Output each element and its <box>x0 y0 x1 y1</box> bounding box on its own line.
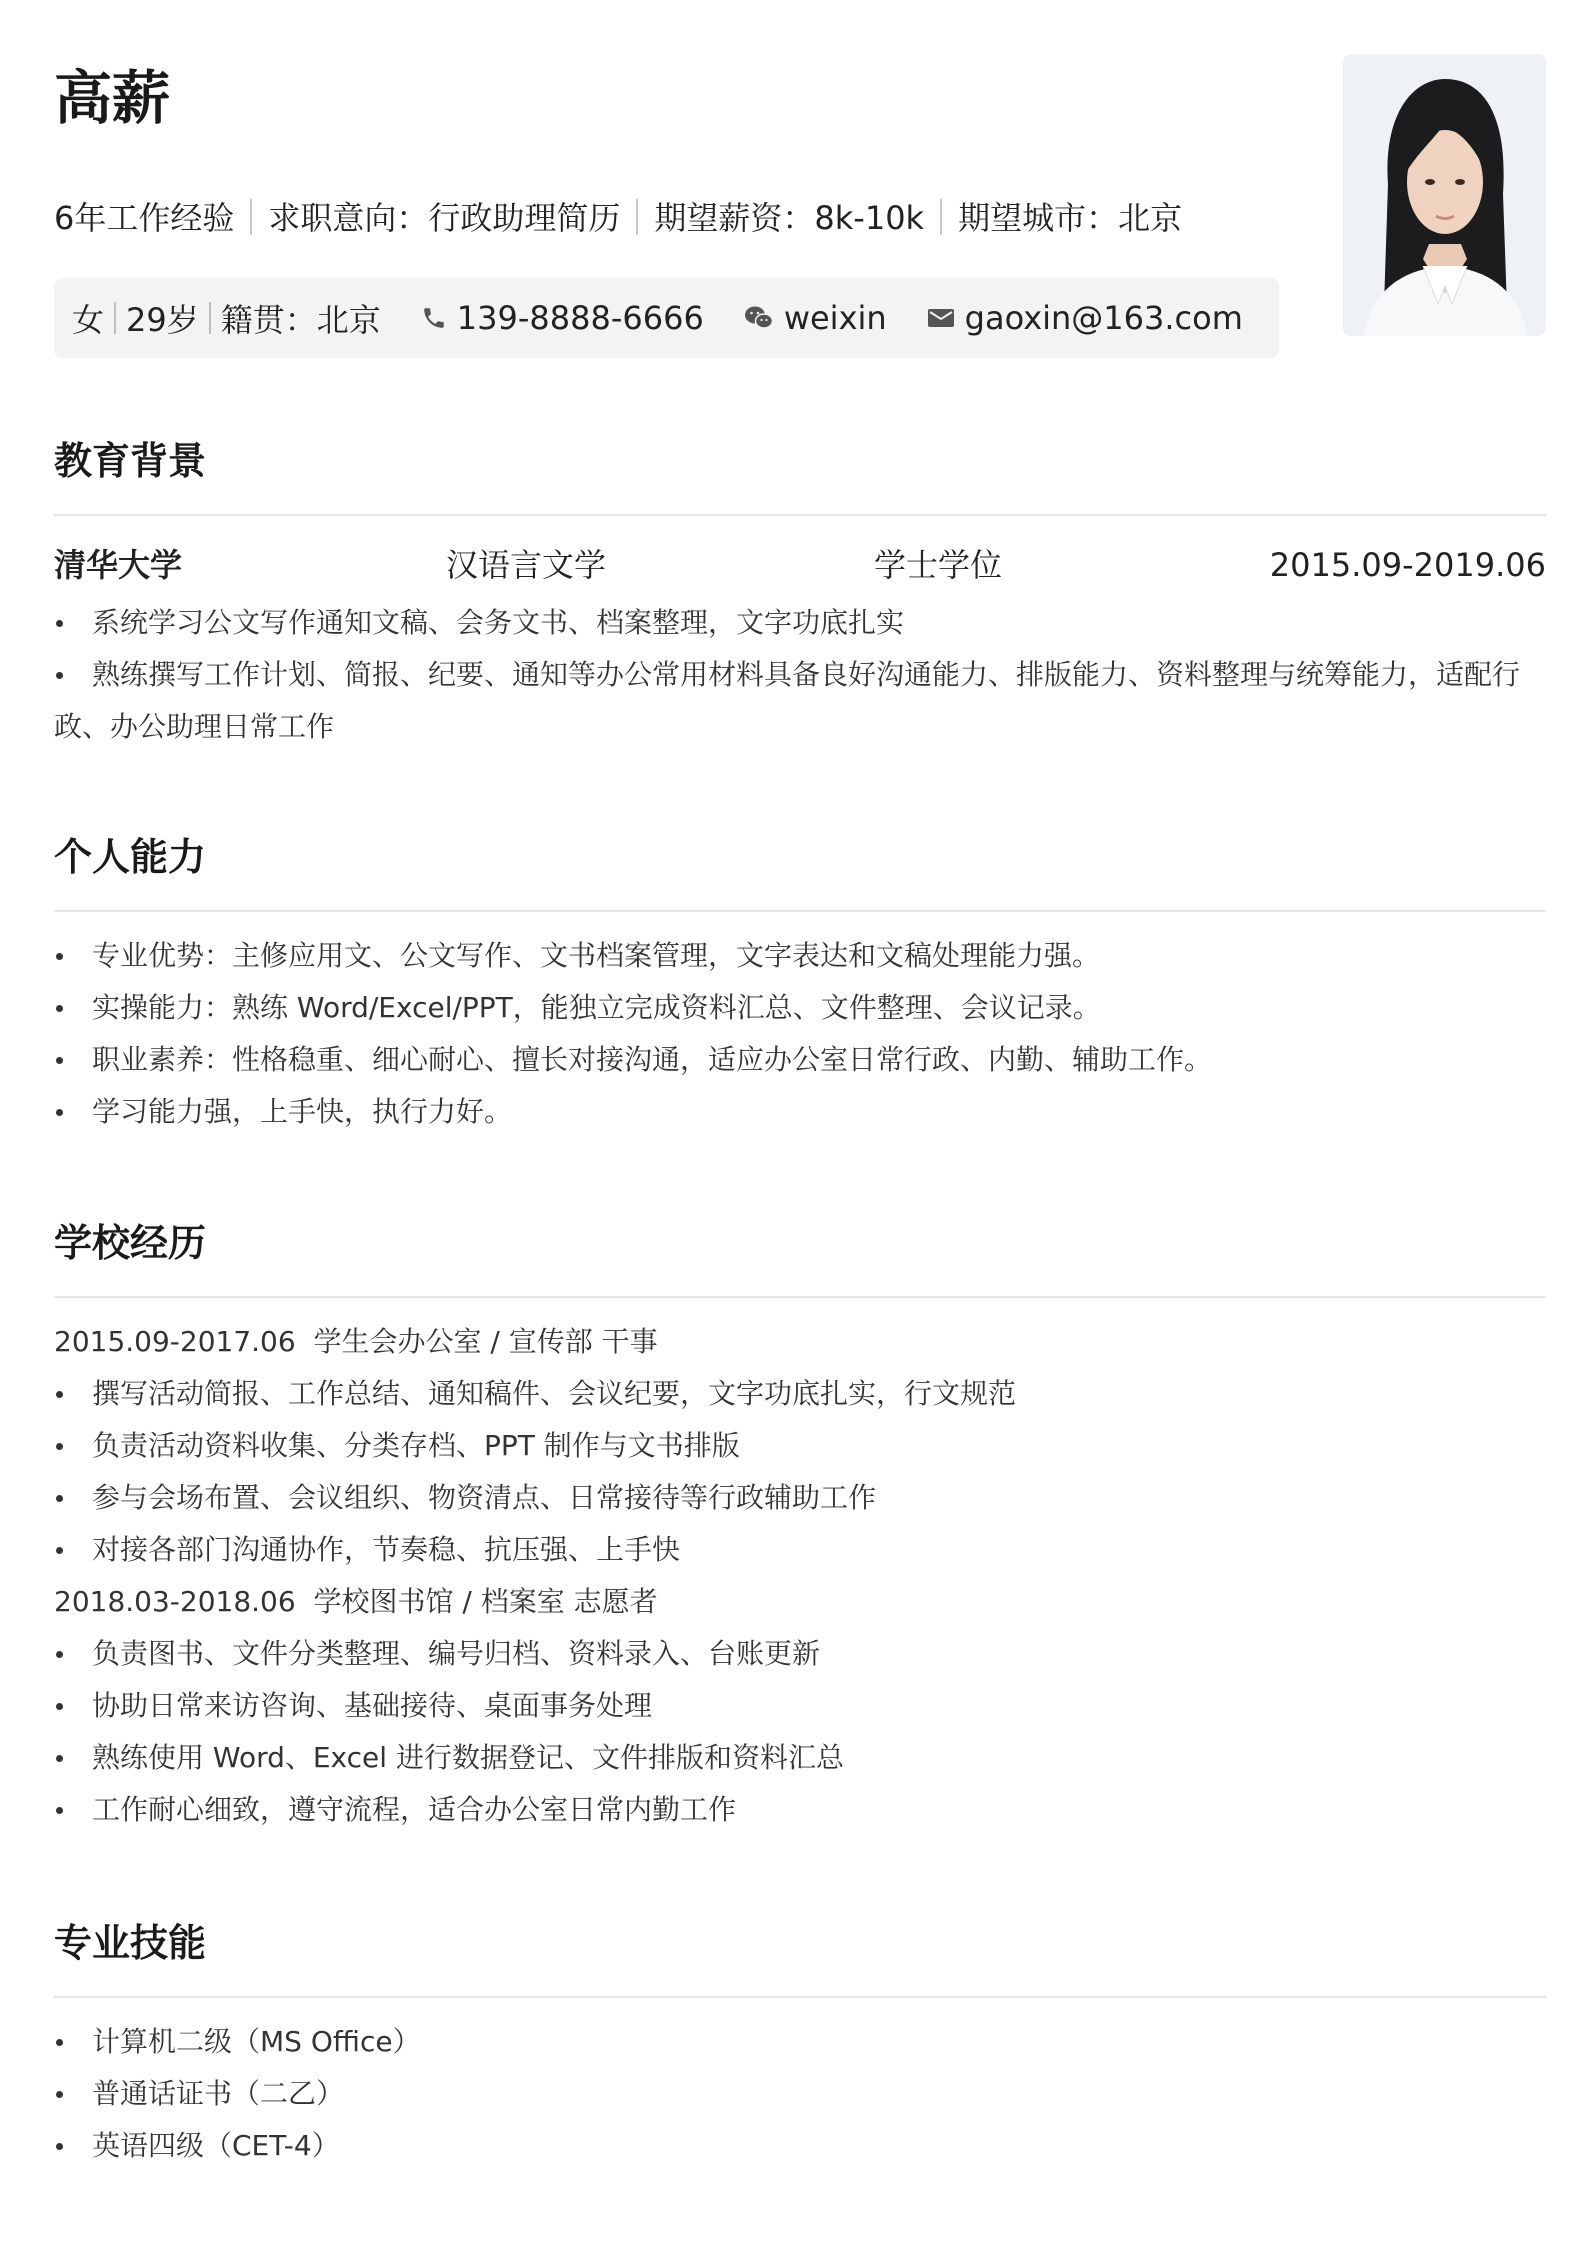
summary-intent: 求职意向：行政助理简历 <box>268 199 621 237</box>
divider <box>114 302 116 334</box>
wechat-item <box>744 299 887 337</box>
list-item: 实操能力：熟练 Word/Excel/PPT，能独立完成资料汇总、文件整理、会议记录。 <box>54 982 1546 1034</box>
summary-salary: 期望薪资：8k-10k <box>654 199 925 237</box>
list-item: 英语四级（CET-4） <box>54 2120 1546 2172</box>
list-item: 普通话证书（二乙） <box>54 2068 1546 2120</box>
degree: 学士学位 <box>874 546 1003 584</box>
summary-city: 期望城市：北京 <box>958 199 1183 237</box>
skills-bullets <box>54 2016 1546 2172</box>
list-item: 职业素养：性格稳重、细心耐心、擅长对接沟通，适应办公室日常行政、内勤、辅助工作。 <box>54 1034 1546 1086</box>
list-item: 系统学习公文写作通知文稿、会务文书、档案整理，文字功底扎实 <box>54 597 1546 649</box>
education-bullets <box>54 597 1546 753</box>
divider <box>940 199 942 235</box>
section-divider <box>54 1996 1546 1998</box>
divider <box>250 199 252 235</box>
phone-icon <box>421 305 447 331</box>
section-title-school-experience: 学校经历 <box>54 1221 207 1265</box>
gender: 女 <box>72 301 105 339</box>
divider <box>209 302 211 334</box>
wechat-icon <box>744 305 774 331</box>
abilities-bullets <box>54 930 1546 1138</box>
email-item <box>927 299 1243 337</box>
list-item: 协助日常来访咨询、基础接待、桌面事务处理 <box>54 1680 1546 1732</box>
list-item: 负责图书、文件分类整理、编号归档、资料录入、台账更新 <box>54 1628 1546 1680</box>
list-item: 熟练使用 Word、Excel 进行数据登记、文件排版和资料汇总 <box>54 1732 1546 1784</box>
summary-line <box>54 196 1182 240</box>
phone-number[interactable]: 139-8888-6666 <box>456 299 704 337</box>
major: 汉语言文学 <box>446 546 607 584</box>
phone-item <box>421 299 704 337</box>
candidate-name: 高薪 <box>54 64 171 132</box>
experience-heading: 2015.09-2017.06 学生会办公室 / 宣传部 干事 <box>54 1325 658 1358</box>
experience-heading: 2018.03-2018.06 学校图书馆 / 档案室 志愿者 <box>54 1585 658 1618</box>
divider <box>636 199 638 235</box>
contact-box <box>54 278 1279 358</box>
email-address[interactable]: gaoxin@163.com <box>964 299 1243 337</box>
age: 29岁 <box>126 301 199 339</box>
list-item: 学习能力强，上手快，执行力好。 <box>54 1086 1546 1138</box>
list-item: 专业优势：主修应用文、公文写作、文书档案管理，文字表达和文稿处理能力强。 <box>54 930 1546 982</box>
school-name: 清华大学 <box>54 546 183 584</box>
list-item: 撰写活动简报、工作总结、通知稿件、会议纪要，文字功底扎实，行文规范 <box>54 1368 1546 1420</box>
education-period: 2015.09-2019.06 <box>1269 546 1546 584</box>
list-item: 参与会场布置、会议组织、物资清点、日常接待等行政辅助工作 <box>54 1472 1546 1524</box>
mail-icon <box>927 307 955 329</box>
section-title-education: 教育背景 <box>54 439 207 483</box>
section-divider <box>54 1296 1546 1298</box>
section-divider <box>54 910 1546 912</box>
list-item: 计算机二级（MS Office） <box>54 2016 1546 2068</box>
section-title-skills: 专业技能 <box>54 1921 207 1965</box>
profile-photo <box>1343 54 1546 336</box>
wechat-id: weixin <box>783 299 887 337</box>
education-row <box>54 540 1546 590</box>
list-item: 负责活动资料收集、分类存档、PPT 制作与文书排版 <box>54 1420 1546 1472</box>
list-item: 熟练撰写工作计划、简报、纪要、通知等办公常用材料具备良好沟通能力、排版能力、资料整理与统筹能力，适配行政、办公助理日常工作 <box>54 649 1546 753</box>
origin: 籍贯：北京 <box>220 301 381 339</box>
section-title-abilities: 个人能力 <box>54 835 207 879</box>
summary-experience: 6年工作经验 <box>54 199 235 237</box>
section-divider <box>54 514 1546 516</box>
school-experience-list <box>54 1316 1546 1836</box>
list-item: 工作耐心细致，遵守流程，适合办公室日常内勤工作 <box>54 1784 1546 1836</box>
list-item: 对接各部门沟通协作，节奏稳、抗压强、上手快 <box>54 1524 1546 1576</box>
